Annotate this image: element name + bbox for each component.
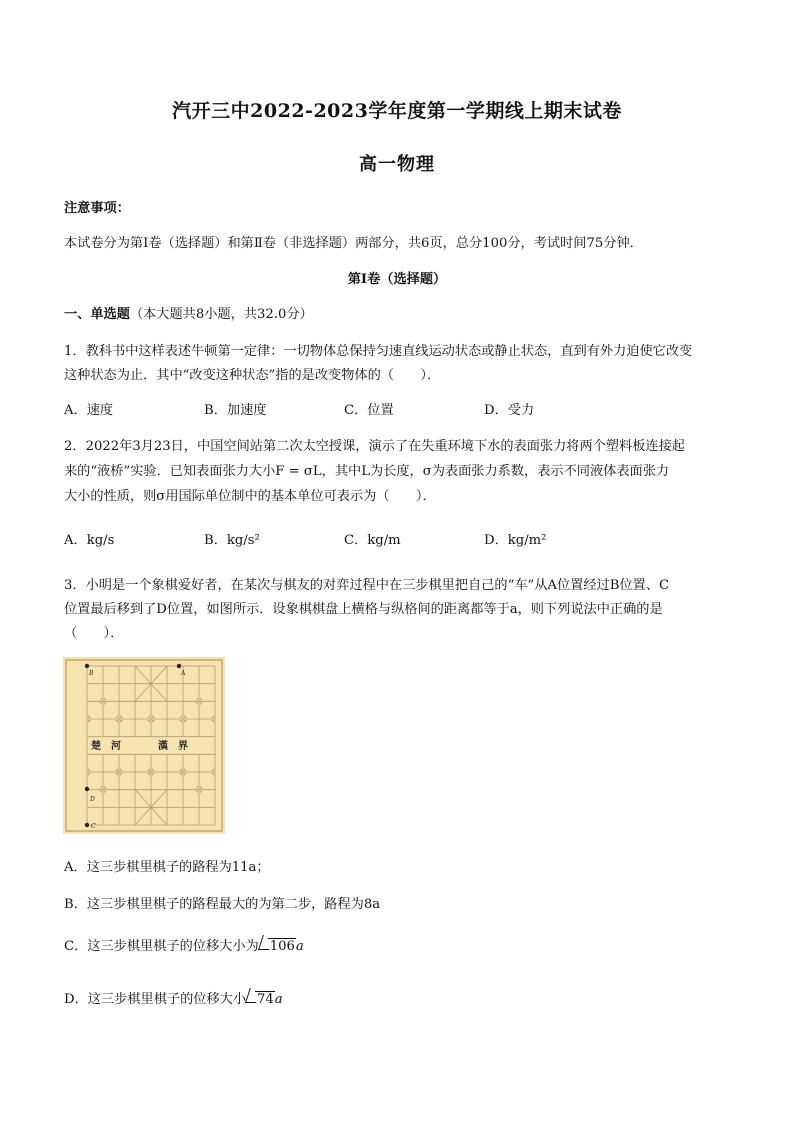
q3-option-b: B．这三步棋里棋子的路程最大的为第二步，路程为8a [64, 897, 381, 912]
part-heading [64, 303, 313, 322]
q3-option-d-suffix: a [274, 992, 283, 1007]
river-text-right: 漢 界 [158, 741, 188, 752]
exam-subject: 高一物理 [359, 154, 435, 175]
chess-board-figure [63, 657, 225, 834]
q3-option-d-radicand: 74 [257, 992, 274, 1007]
point-b-dot [85, 664, 89, 668]
point-c-dot [85, 823, 89, 827]
part-label: 一、单选题 [64, 307, 130, 322]
section-title: 第Ⅰ卷（选择题） [347, 272, 447, 287]
point-c-label: C [91, 823, 96, 830]
notice-text: 本试卷分为第Ⅰ卷（选择题）和第Ⅱ卷（非选择题）两部分，共6页，总分100分，考试时间75分钟． [64, 236, 643, 251]
q2-option-b: B．kg/s² [204, 533, 260, 548]
point-d-label: D [90, 796, 95, 803]
q3-option-c-radicand: 106 [269, 939, 295, 954]
q3-option-d [64, 988, 283, 1007]
q1-line-2: 这种状态为止．其中“改变这种状态”指的是改变物体的（ ）． [64, 368, 441, 383]
q3-line-1: 3．小明是一个象棋爱好者，在某次与棋友的对弈过程中在三步棋里把自己的“车”从A位置经过B位置、C [64, 578, 670, 593]
point-a-dot [177, 664, 181, 668]
q2-option-a: A．kg/s [64, 533, 115, 548]
q1-option-d: D．受力 [484, 403, 535, 418]
q3-option-c [64, 935, 304, 954]
q3-line-2: 位置最后移到了D位置，如图所示．设象棋棋盘上横格与纵格间的距离都等于a，则下列说法中正确的是 [64, 602, 663, 617]
river-text-left: 楚 河 [91, 741, 121, 752]
q2-option-d: D．kg/m² [484, 533, 547, 548]
q2-line-3: 大小的性质，则σ用国际单位制中的基本单位可表示为（ ）． [64, 489, 436, 504]
q1-option-a: A．速度 [64, 403, 114, 418]
q3-option-a: A．这三步棋里棋子的路程为11a； [64, 860, 270, 875]
q2-line-1: 2．2022年3月23日，中国空间站第二次太空授课，演示了在失重环境下水的表面张力将两个塑料板连接起 [64, 439, 685, 454]
exam-title: 汽开三中2022-2023学年度第一学期线上期末试卷 [172, 100, 622, 122]
point-a-label: A [181, 670, 186, 677]
q3-option-c-prefix: C．这三步棋里棋子的位移大小为 [64, 939, 259, 954]
part-note: （本大题共8小题，共32.0分） [129, 307, 313, 322]
q1-option-b: B．加速度 [204, 403, 267, 418]
q1-option-c: C．位置 [344, 403, 394, 418]
q3-option-c-suffix: a [295, 939, 304, 954]
notice-heading: 注意事项： [64, 201, 130, 216]
sqrt-symbol [259, 938, 296, 954]
point-b-label: B [89, 670, 94, 677]
q2-line-2: 来的“液桥”实验．已知表面张力大小F = σL，其中L为长度，σ为表面张力系数，表示不同液体表面张力 [64, 464, 670, 479]
q3-line-3: （ ）． [64, 626, 124, 641]
q2-option-c: C．kg/m [344, 533, 401, 548]
sqrt-symbol [246, 991, 275, 1007]
point-d-dot [85, 787, 89, 791]
q3-option-d-prefix: D．这三步棋里棋子的位移大小 [64, 992, 247, 1007]
q1-line-1: 1．教科书中这样表述牛顿第一定律：一切物体总保持匀速直线运动状态或静止状态，直到有外力迫使它改变 [64, 344, 693, 359]
